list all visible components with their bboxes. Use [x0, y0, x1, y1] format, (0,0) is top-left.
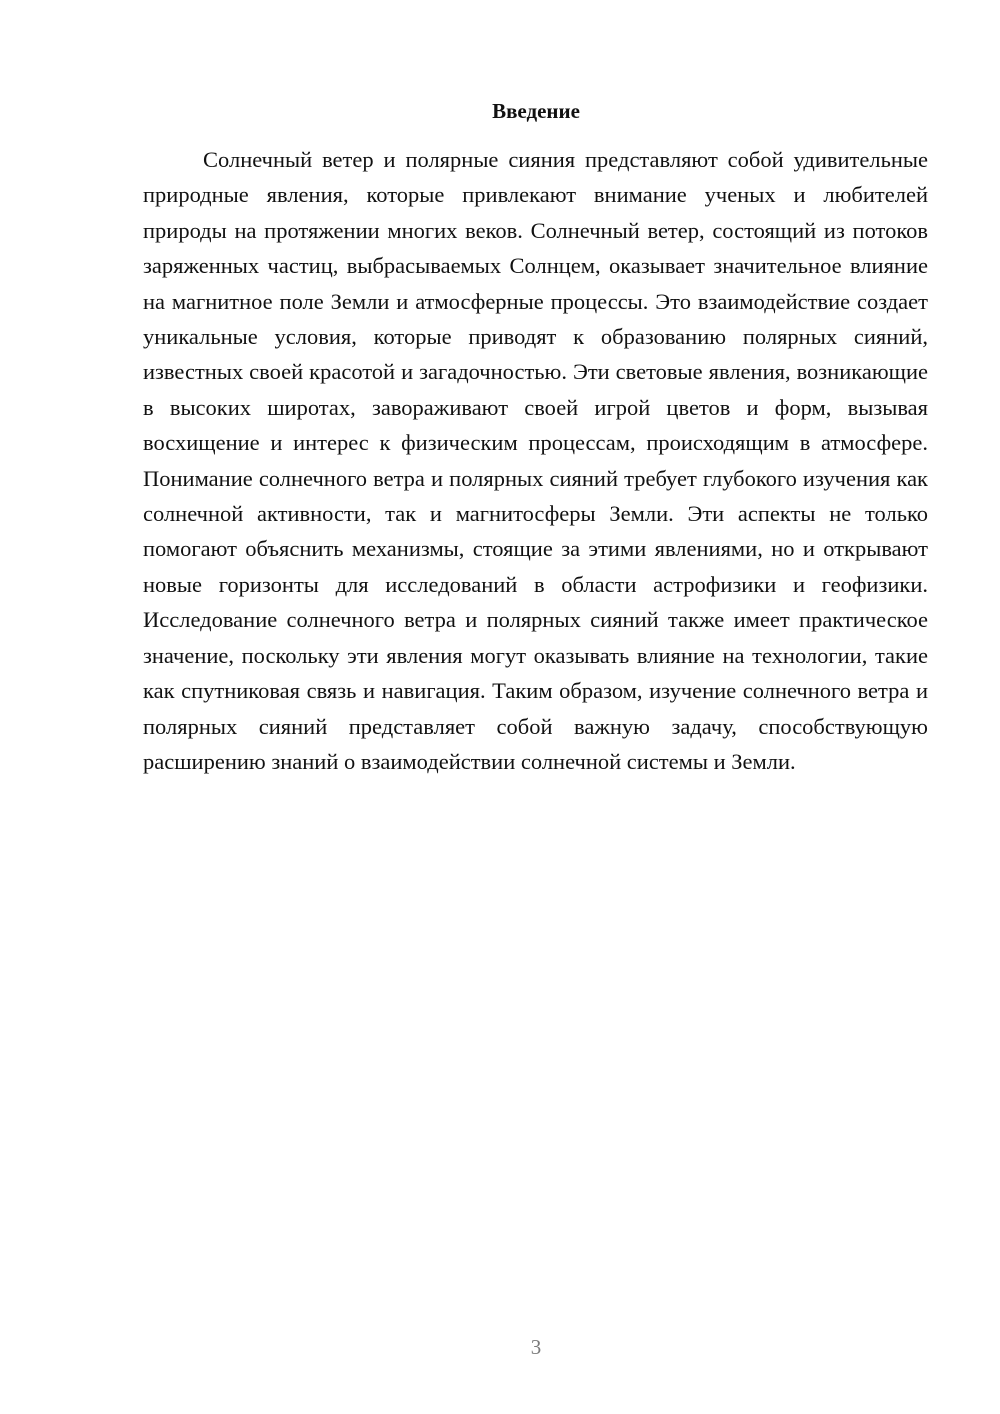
page-number: 3 — [530, 1335, 542, 1359]
page-title: Введение — [492, 99, 580, 123]
introduction-paragraph: Солнечный ветер и полярные сияния представляют собой удивительные природные явления, которые привлекают внимание ученых и любителей природы на протяжении многих веков. Солнечный ветер, состоящий из потоков заряженных частиц, выбрасываемых Солнцем, оказывает значительное влияние на магнитное поле Земли и атмосферные процессы. Это взаимодействие создает уникальные условия, которые приводят к образованию полярных сияний, известных своей красотой и загадочностью. Эти световые явления, возникающие в высоких широтах, завораживают своей игрой цветов и форм, вызывая восхищение и интерес к физическим процессам, происходящим в атмосфере. Понимание солнечного ветра и полярных сияний требует глубокого изучения как солнечной активности, так и магнитосферы Земли. Эти аспекты не только помогают объяснить механизмы, стоящие за этими явлениями, но и открывают новые горизонты для исследований в области астрофизики и геофизики. Исследование солнечного ветра и полярных сияний также имеет практическое значение, поскольку эти явления могут оказывать влияние на технологии, такие как спутниковая связь и навигация. Таким образом, изучение солнечного ветра и полярных сияний представляет собой важную задачу, способствующую расширению знаний о взаимодействии солнечной системы и Земли. — [143, 147, 928, 774]
